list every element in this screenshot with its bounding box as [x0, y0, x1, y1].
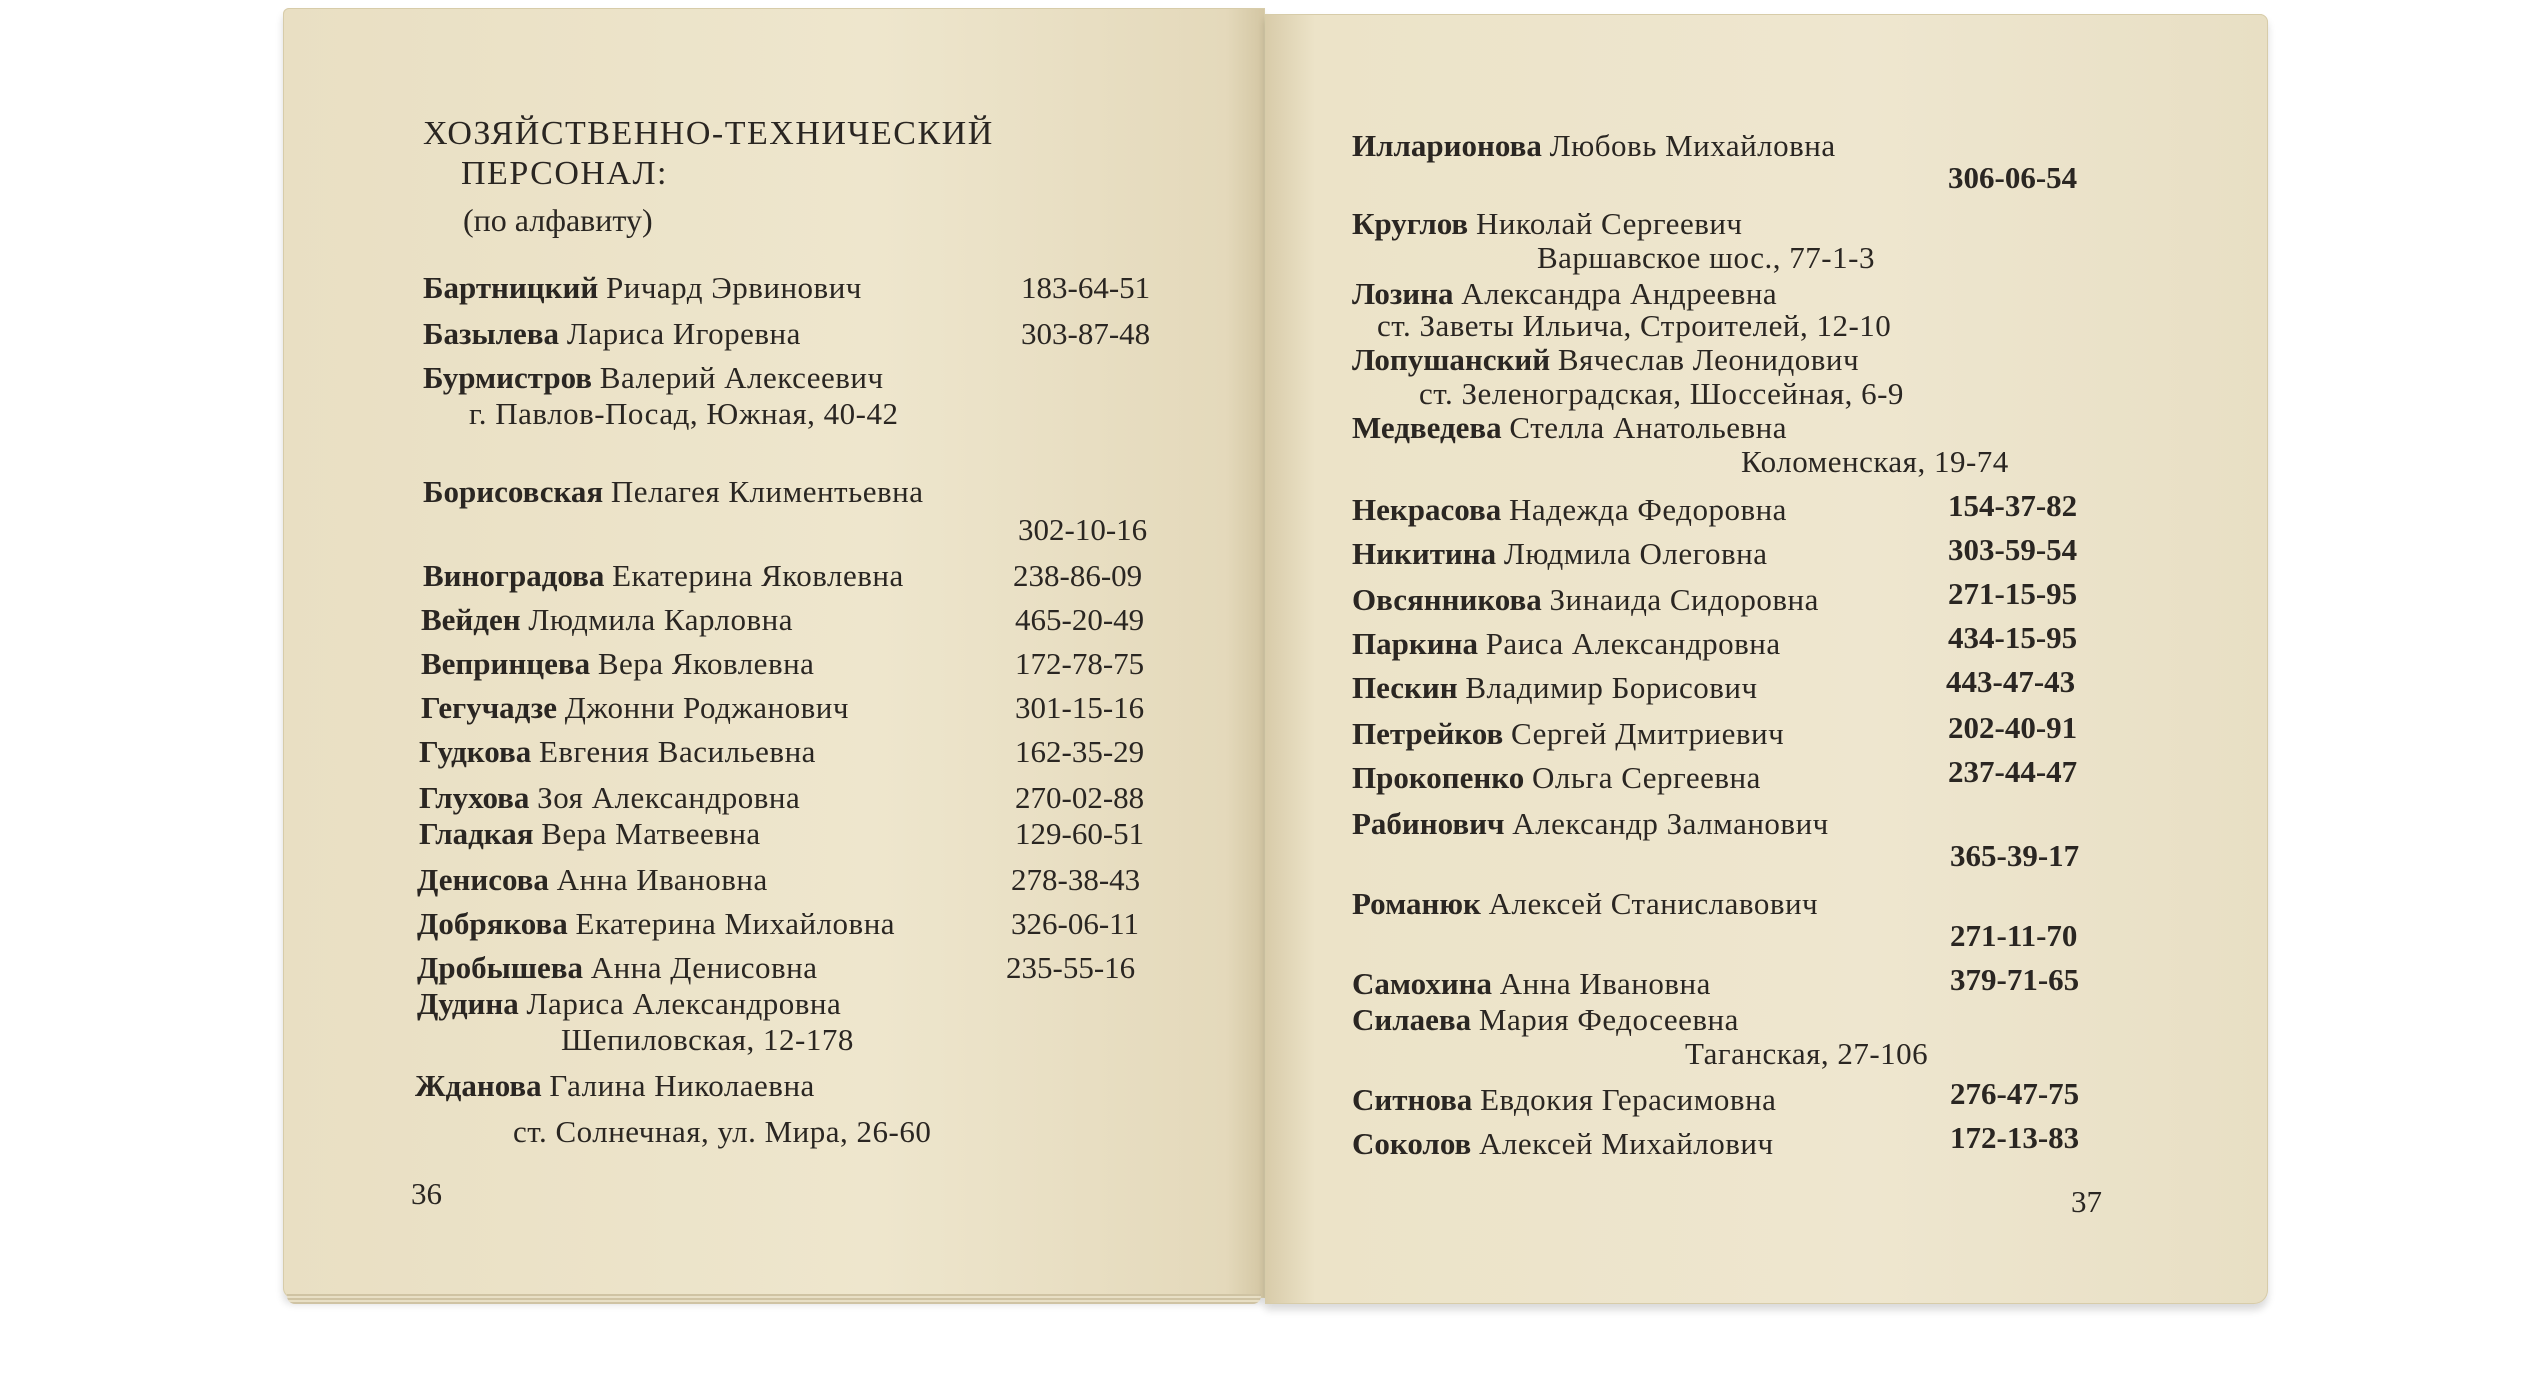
phone-number: 129-60-51 — [1015, 816, 1145, 851]
list-item: Гладкая Вера Матвеевна — [419, 816, 761, 851]
list-item: Соколов Алексей Михайлович — [1352, 1126, 1774, 1161]
phone-number: 278-38-43 — [1011, 862, 1141, 897]
page-edges — [287, 1294, 1261, 1304]
list-item: Базылева Лариса Игоревна — [423, 316, 801, 351]
list-item: Добрякова Екатерина Михайловна — [417, 906, 896, 941]
address: г. Павлов-Посад, Южная, 40-42 — [469, 396, 899, 431]
phone-number: 202-40-91 — [1948, 710, 2078, 745]
list-item: Никитина Людмила Олеговна — [1352, 536, 1768, 571]
phone-number: 172-13-83 — [1950, 1120, 2080, 1155]
phone-number: 276-47-75 — [1950, 1076, 2080, 1111]
phone-number: 183-64-51 — [1021, 270, 1151, 305]
list-item: Некрасова Надежда Федоровна — [1352, 492, 1787, 527]
list-item: Овсянникова Зинаида Сидоровна — [1352, 582, 1819, 617]
list-item: Виноградова Екатерина Яковлевна — [423, 558, 904, 593]
list-item: Самохина Анна Ивановна — [1352, 966, 1711, 1001]
phone-number: 301-15-16 — [1015, 690, 1145, 725]
right-page — [1265, 14, 2268, 1304]
list-item: Гудкова Евгения Васильевна — [419, 734, 816, 769]
list-item: Гегучадзе Джонни Роджанович — [421, 690, 849, 725]
list-item: Ситнова Евдокия Герасимовна — [1352, 1082, 1777, 1117]
list-item: Бурмистров Валерий Алексеевич — [423, 360, 884, 395]
phone-number: 271-15-95 — [1948, 576, 2078, 611]
list-item: Романюк Алексей Станиславович — [1352, 886, 1819, 921]
phone-number: 154-37-82 — [1948, 488, 2078, 523]
address: ст. Зеленоградская, Шоссейная, 6-9 — [1419, 376, 1904, 411]
list-item: Паркина Раиса Александровна — [1352, 626, 1781, 661]
list-item: Петрейков Сергей Дмитриевич — [1352, 716, 1785, 751]
list-item: Денисова Анна Ивановна — [417, 862, 768, 897]
list-item: Бартницкий Ричард Эрвинович — [423, 270, 862, 305]
phone-number: 271-11-70 — [1950, 918, 2078, 953]
phone-number: 465-20-49 — [1015, 602, 1145, 637]
list-item: Дудина Лариса Александровна — [417, 986, 842, 1021]
phone-number: 238-86-09 — [1013, 558, 1143, 593]
phone-number: 326-06-11 — [1011, 906, 1139, 941]
phone-number: 303-59-54 — [1948, 532, 2078, 567]
phone-number: 365-39-17 — [1950, 838, 2080, 873]
open-booklet — [283, 8, 2268, 1305]
list-item: Круглов Николай Сергеевич — [1352, 206, 1743, 241]
address: Коломенская, 19-74 — [1741, 444, 2009, 479]
list-item: Илларионова Любовь Михайловна — [1352, 128, 1836, 163]
phone-number: 235-55-16 — [1006, 950, 1136, 985]
page-number: 37 — [2071, 1184, 2102, 1219]
phone-number: 302-10-16 — [1018, 512, 1148, 547]
list-item: Дробышева Анна Денисовна — [417, 950, 818, 985]
address: Таганская, 27-106 — [1685, 1036, 1929, 1071]
list-item: Глухова Зоя Александровна — [419, 780, 801, 815]
list-item: Лопушанский Вячеслав Леонидович — [1352, 342, 1860, 377]
list-item: Вейден Людмила Карловна — [421, 602, 794, 637]
phone-number: 379-71-65 — [1950, 962, 2080, 997]
list-item: Силаева Мария Федосеевна — [1352, 1002, 1739, 1037]
address: ст. Заветы Ильича, Строителей, 12-10 — [1377, 308, 1892, 343]
phone-number: 303-87-48 — [1021, 316, 1151, 351]
page-number: 36 — [411, 1176, 442, 1211]
list-item: Борисовская Пелагея Климентьевна — [423, 474, 924, 509]
list-item: Вепринцева Вера Яковлевна — [421, 646, 815, 681]
phone-number: 306-06-54 — [1948, 160, 2078, 195]
list-item: Пескин Владимир Борисович — [1352, 670, 1758, 705]
section-heading-line1: ХОЗЯЙСТВЕННО-ТЕХНИЧЕСКИЙ — [423, 115, 994, 152]
phone-number: 237-44-47 — [1948, 754, 2078, 789]
address: ст. Солнечная, ул. Мира, 26-60 — [513, 1114, 932, 1149]
list-item: Медведева Стелла Анатольевна — [1352, 410, 1787, 445]
list-item: Жданова Галина Николаевна — [415, 1068, 815, 1103]
list-item: Лозина Александра Андреевна — [1352, 276, 1778, 311]
list-item: Прокопенко Ольга Сергеевна — [1352, 760, 1761, 795]
section-subheading: (по алфавиту) — [463, 202, 653, 238]
list-item: Рабинович Александр Залманович — [1352, 806, 1829, 841]
phone-number: 162-35-29 — [1015, 734, 1145, 769]
phone-number: 270-02-88 — [1015, 780, 1145, 815]
left-page — [283, 8, 1265, 1298]
section-heading-line2: ПЕРСОНАЛ: — [461, 155, 668, 192]
phone-number: 443-47-43 — [1946, 664, 2076, 699]
address: Шепиловская, 12-178 — [561, 1022, 854, 1057]
phone-number: 172-78-75 — [1015, 646, 1145, 681]
phone-number: 434-15-95 — [1948, 620, 2078, 655]
address: Варшавское шос., 77-1-3 — [1537, 240, 1875, 275]
